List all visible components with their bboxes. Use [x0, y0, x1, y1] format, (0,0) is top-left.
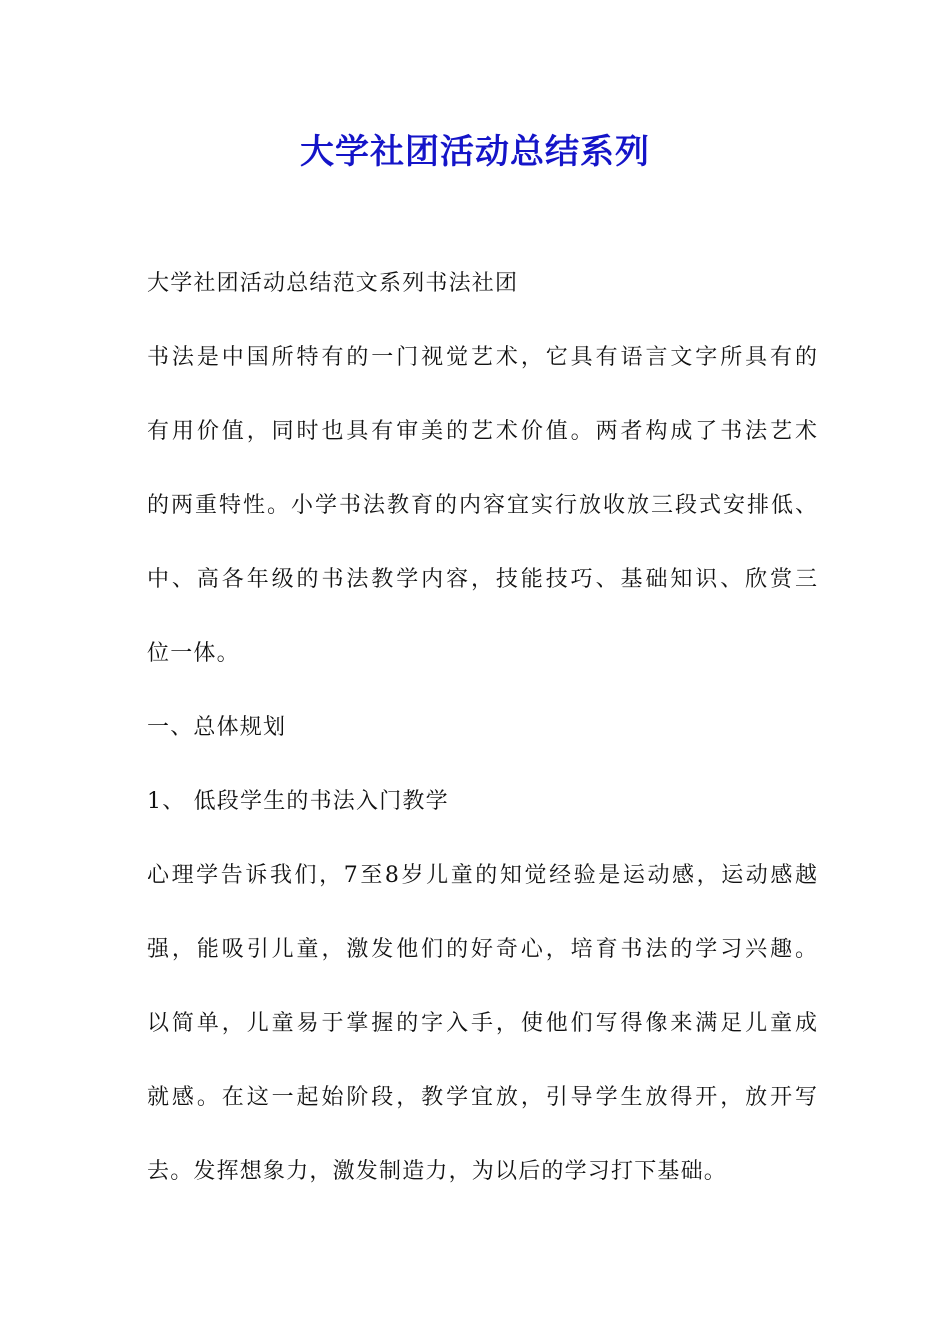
body-line: 有用价值，同时也具有审美的艺术价值。两者构成了书法艺术 — [147, 419, 817, 444]
document-title: 大学社团活动总结系列 — [300, 132, 650, 172]
body-line: 就感。在这一起始阶段，教学宜放，引导学生放得开，放开写 — [147, 1085, 817, 1110]
body-line: 以简单，儿童易于掌握的字入手，使他们写得像来满足儿童成 — [147, 1011, 817, 1036]
body-line: 心理学告诉我们，7至8岁儿童的知觉经验是运动感，运动感越 — [147, 863, 817, 888]
body-line-subtitle: 大学社团活动总结范文系列书法社团 — [147, 271, 519, 296]
body-line: 中、高各年级的书法教学内容，技能技巧、基础知识、欣赏三 — [147, 567, 817, 592]
section-heading: 一、总体规划 — [147, 715, 287, 740]
body-line: 去。发挥想象力，激发制造力，为以后的学习打下基础。 — [147, 1159, 728, 1184]
body-line: 强，能吸引儿童，激发他们的好奇心，培育书法的学习兴趣。 — [147, 937, 817, 962]
body-line: 书法是中国所特有的一门视觉艺术，它具有语言文字所具有的 — [147, 345, 817, 370]
document-body — [147, 262, 817, 1224]
body-line: 的两重特性。小学书法教育的内容宜实行放收放三段式安排低、 — [147, 493, 817, 518]
subsection-heading: 1、 低段学生的书法入门教学 — [147, 789, 449, 814]
body-line: 位一体。 — [147, 641, 240, 666]
